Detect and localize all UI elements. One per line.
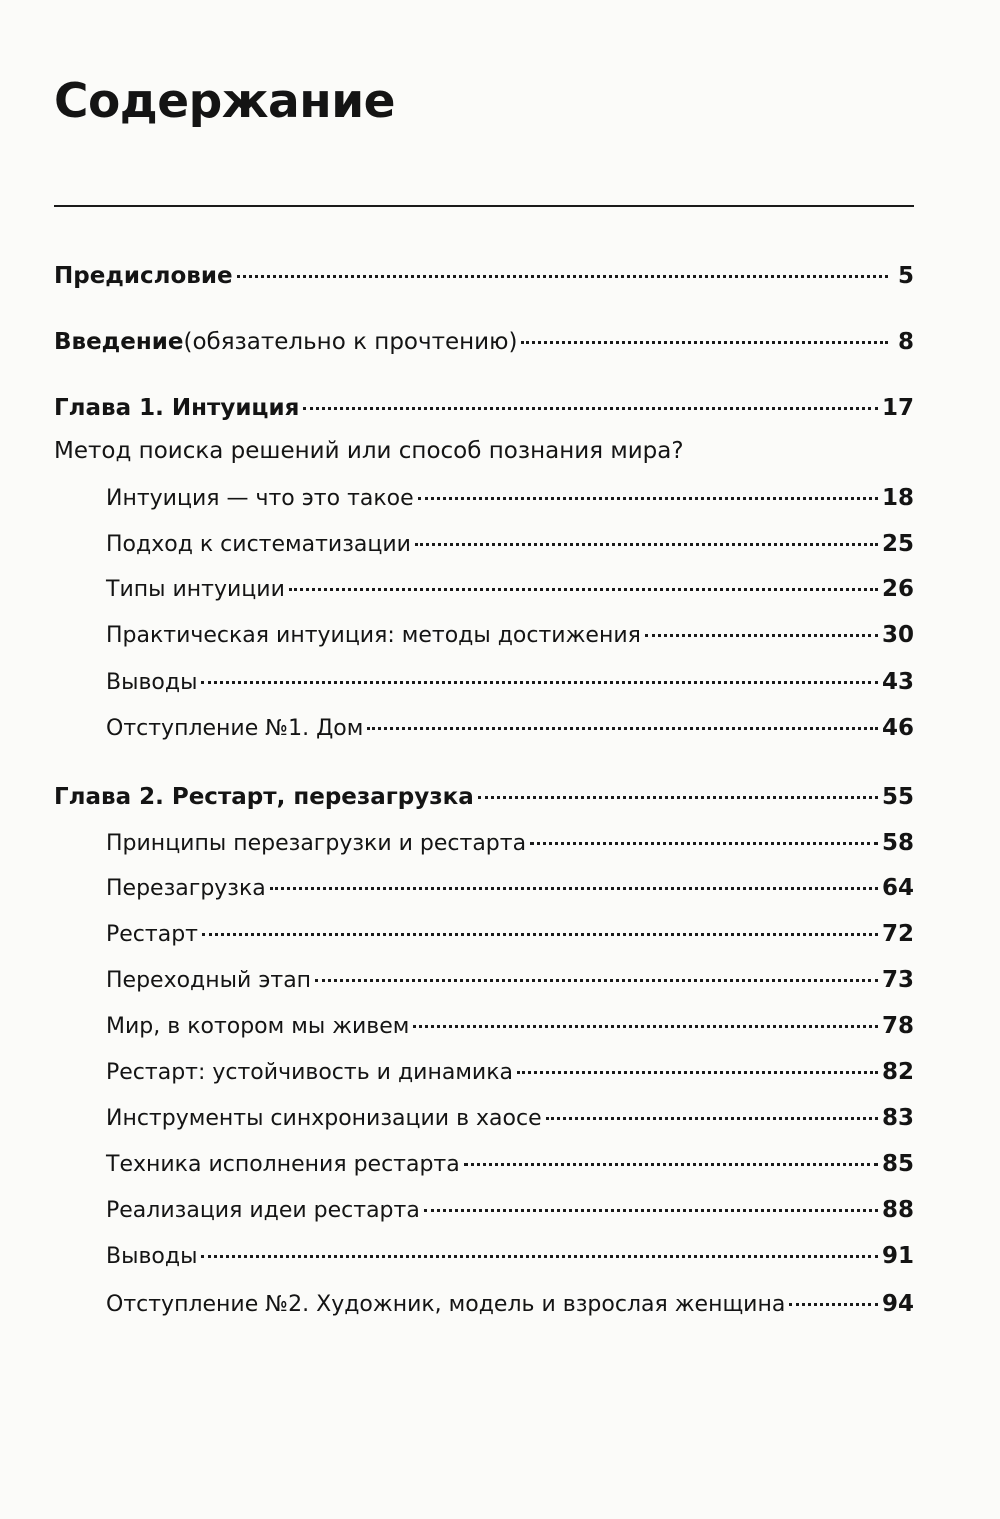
- page-number: 5: [897, 263, 914, 289]
- toc-section-entry: [106, 966, 914, 995]
- entry-title: Глава 1. Интуиция: [54, 395, 300, 421]
- page-number: 94: [881, 1291, 914, 1317]
- dot-leader: [201, 1255, 878, 1258]
- dot-leader: [367, 727, 878, 730]
- page-number: 78: [881, 1013, 914, 1039]
- toc-section-entry: [106, 1196, 914, 1225]
- toc-section-entry: [106, 575, 914, 604]
- page-number: 18: [881, 485, 914, 511]
- page-number: 17: [881, 395, 914, 421]
- entry-title: Типы интуиции: [106, 577, 285, 602]
- dot-leader: [521, 341, 888, 344]
- toc-chapter-entry: [54, 328, 914, 356]
- page-number: 25: [881, 531, 914, 557]
- page-number: 88: [881, 1197, 914, 1223]
- entry-title: Выводы: [106, 1244, 198, 1269]
- dot-leader: [645, 634, 878, 637]
- toc-chapter-entry: [54, 783, 914, 811]
- entry-title: Практическая интуиция: методы достижения: [106, 623, 641, 648]
- toc-section-entry: [106, 874, 914, 903]
- page-number: 26: [881, 576, 914, 602]
- dot-leader: [530, 842, 878, 845]
- entry-title: Мир, в котором мы живем: [106, 1014, 410, 1039]
- dot-leader: [289, 588, 878, 591]
- toc-section-entry: [106, 1058, 914, 1087]
- entry-title: Рестарт: [106, 922, 198, 947]
- entry-note: (обязательно к прочтению): [183, 329, 518, 355]
- dot-leader: [517, 1071, 878, 1074]
- entry-title: Введение: [54, 329, 184, 355]
- page-number: 64: [881, 875, 914, 901]
- dot-leader: [315, 979, 878, 982]
- dot-leader: [546, 1117, 878, 1120]
- dot-leader: [202, 933, 878, 936]
- dot-leader: [237, 275, 888, 278]
- page-number: 58: [881, 830, 914, 856]
- title-divider: [54, 205, 914, 207]
- page-number: 43: [881, 669, 914, 695]
- dot-leader: [789, 1303, 878, 1306]
- page-number: 73: [881, 967, 914, 993]
- entry-title: Принципы перезагрузки и рестарта: [106, 831, 527, 856]
- dot-leader: [418, 497, 878, 500]
- dot-leader: [464, 1163, 878, 1166]
- dot-leader: [478, 796, 878, 799]
- toc-section-entry: [106, 1242, 914, 1271]
- entry-title: Отступление №2. Художник, модель и взрослая женщина: [106, 1292, 786, 1317]
- page-number: 72: [881, 921, 914, 947]
- page-number: 46: [881, 715, 914, 741]
- toc-section-entry: [106, 1290, 914, 1319]
- page-number: 83: [881, 1105, 914, 1131]
- toc-subtitle: [54, 437, 914, 465]
- page-number: 8: [897, 329, 914, 355]
- dot-leader: [413, 1025, 878, 1028]
- entry-title: Метод поиска решений или способ познания мира?: [54, 438, 684, 464]
- entry-title: Выводы: [106, 670, 198, 695]
- toc-section-entry: [106, 920, 914, 949]
- dot-leader: [303, 407, 878, 410]
- page-number: 55: [881, 784, 914, 810]
- entry-title: Техника исполнения рестарта: [106, 1152, 460, 1177]
- page-number: 82: [881, 1059, 914, 1085]
- entry-title: Перезагрузка: [106, 876, 266, 901]
- page-number: 85: [881, 1151, 914, 1177]
- toc-section-entry: [106, 714, 914, 743]
- page-title: Содержание: [54, 74, 396, 129]
- entry-title: Интуиция — что это такое: [106, 486, 414, 511]
- page-number: 91: [881, 1243, 914, 1269]
- toc-section-entry: [106, 621, 914, 650]
- dot-leader: [424, 1209, 878, 1212]
- toc-chapter-entry: [54, 394, 914, 422]
- toc-section-entry: [106, 829, 914, 858]
- entry-title: Предисловие: [54, 263, 233, 289]
- toc-section-entry: [106, 530, 914, 559]
- toc-section-entry: [106, 1104, 914, 1133]
- dot-leader: [201, 681, 878, 684]
- toc-section-entry: [106, 484, 914, 513]
- toc-section-entry: [106, 668, 914, 697]
- toc-section-entry: [106, 1012, 914, 1041]
- page-number: 30: [881, 622, 914, 648]
- toc-chapter-entry: [54, 262, 914, 290]
- dot-leader: [415, 543, 878, 546]
- toc-section-entry: [106, 1150, 914, 1179]
- entry-title: Переходный этап: [106, 968, 312, 993]
- entry-title: Инструменты синхронизации в хаосе: [106, 1106, 542, 1131]
- entry-title: Подход к систематизации: [106, 532, 411, 557]
- entry-title: Реализация идеи рестарта: [106, 1198, 420, 1223]
- entry-title: Рестарт: устойчивость и динамика: [106, 1060, 513, 1085]
- dot-leader: [270, 887, 878, 890]
- entry-title: Глава 2. Рестарт, перезагрузка: [54, 784, 474, 810]
- entry-title: Отступление №1. Дом: [106, 716, 364, 741]
